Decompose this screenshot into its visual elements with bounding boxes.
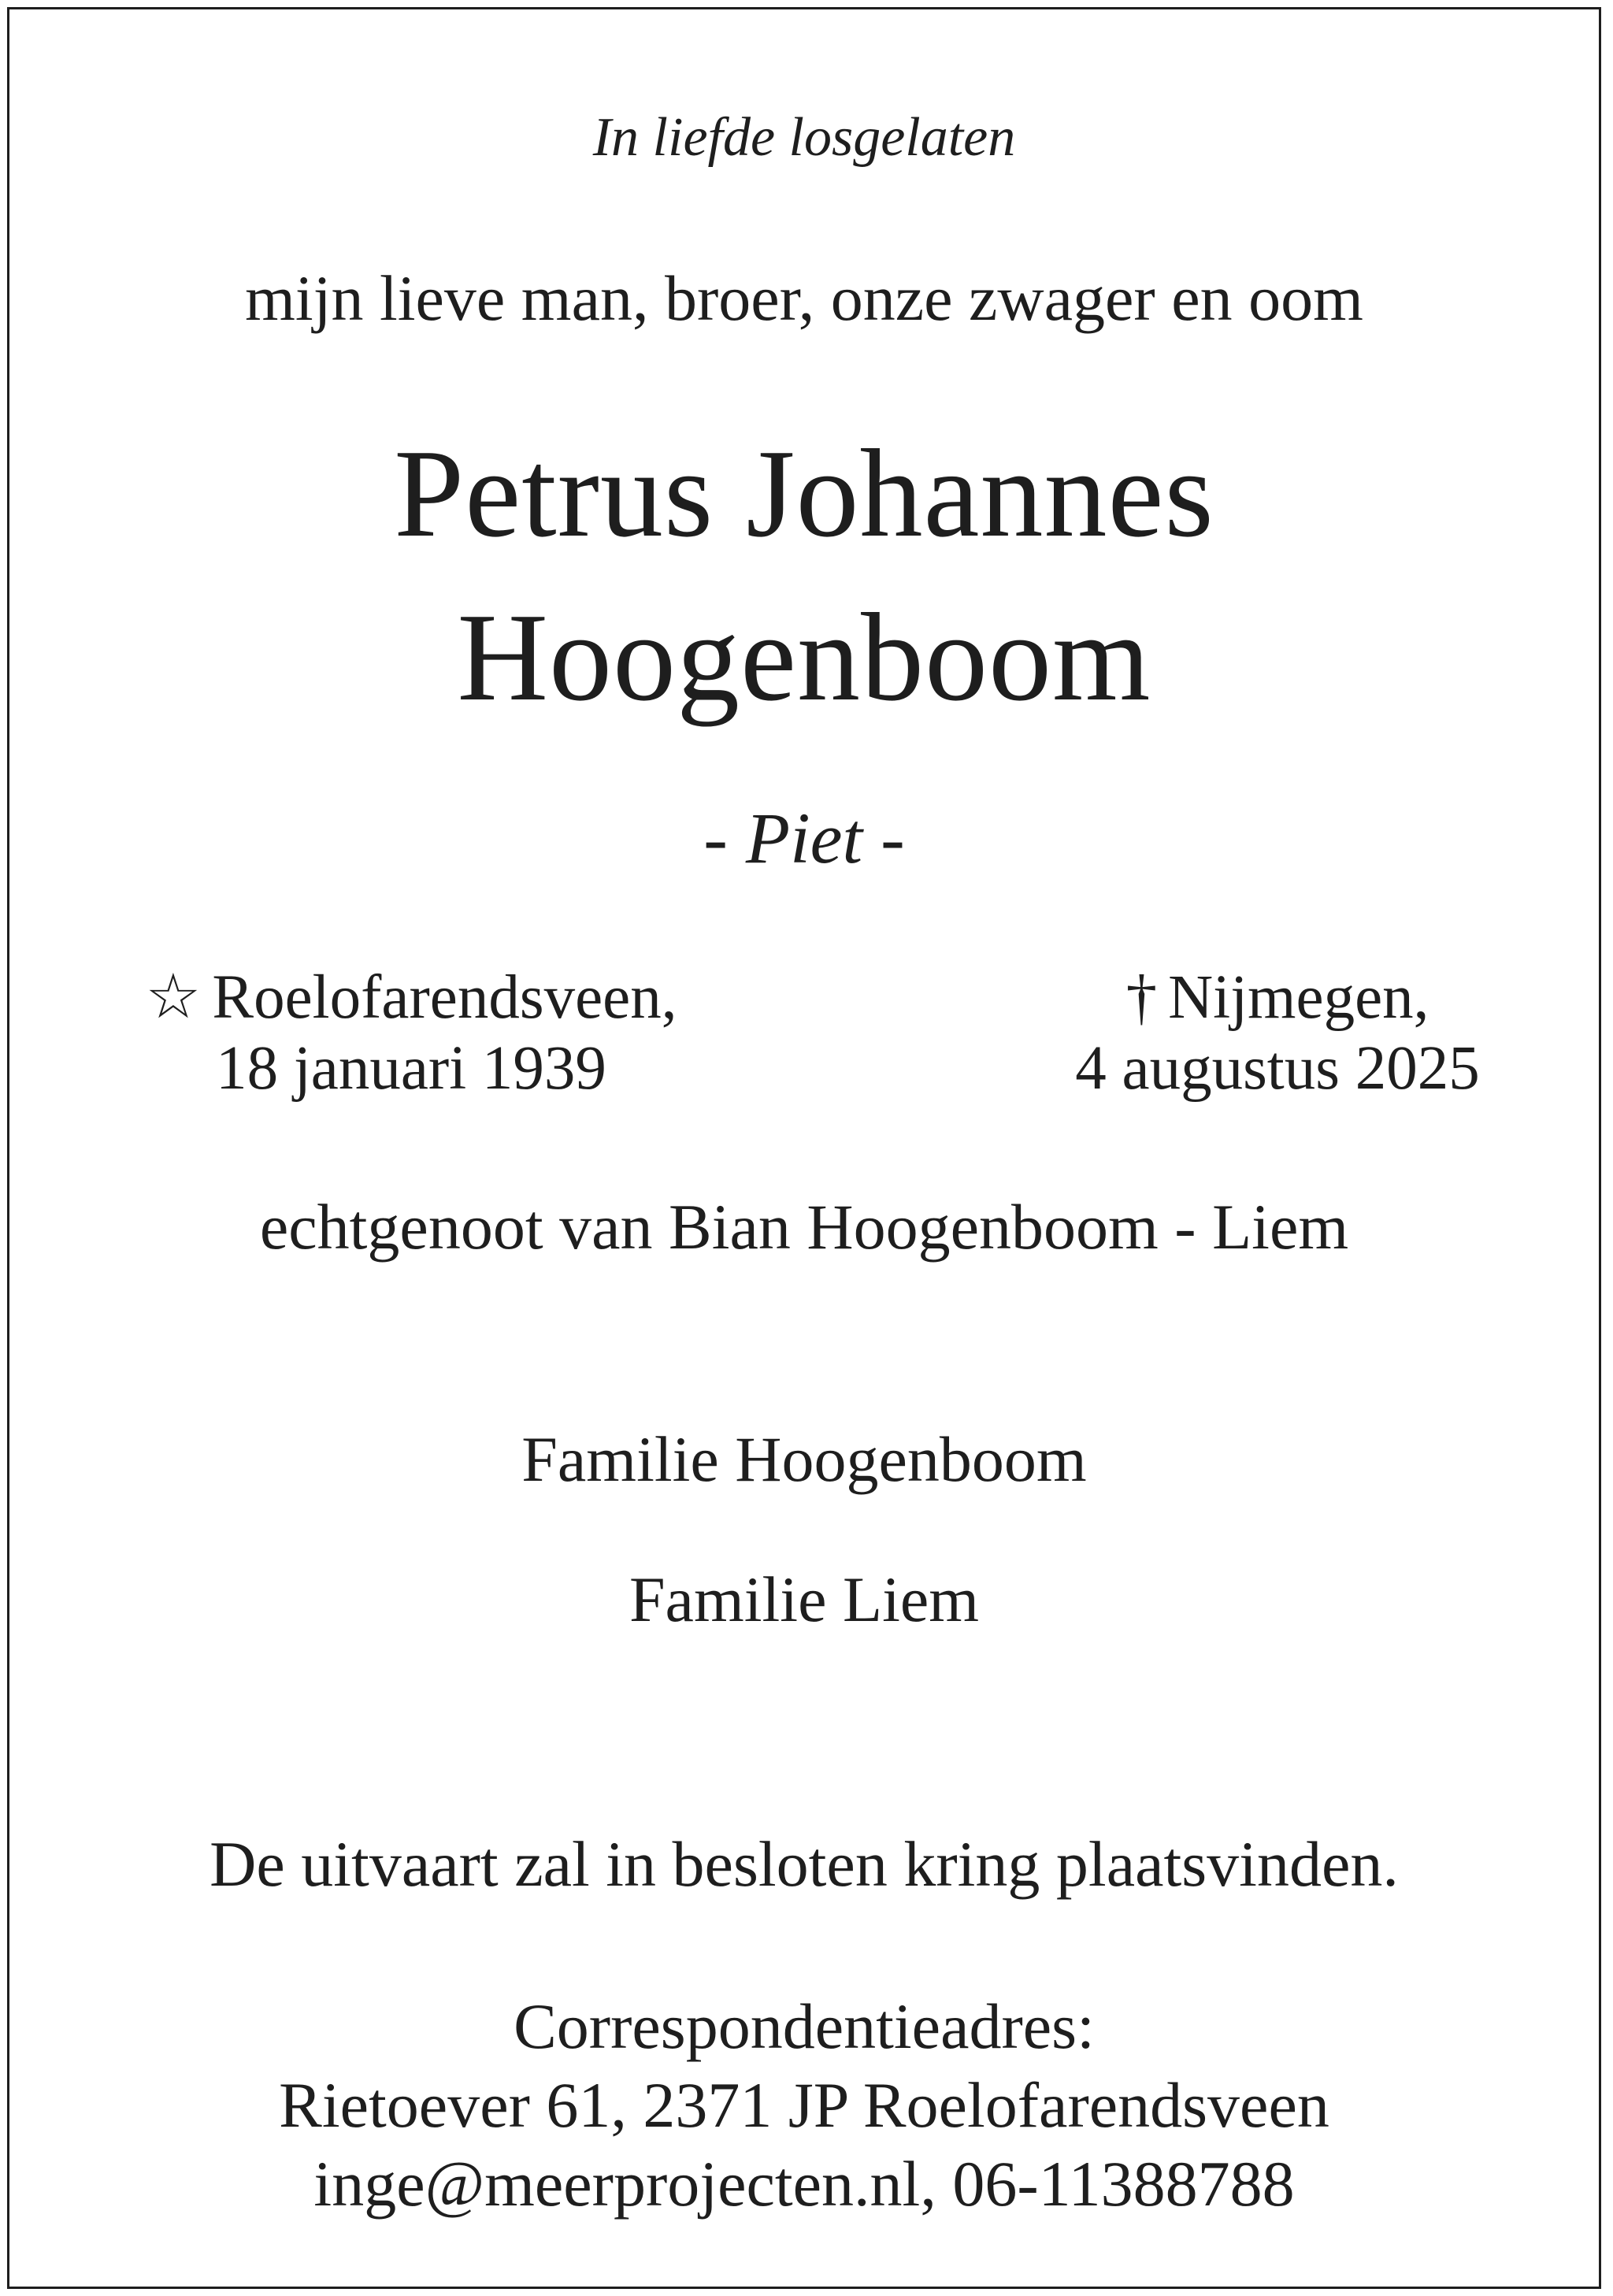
family-hoogenboom: Familie Hoogenboom	[521, 1423, 1087, 1495]
death-date: 4 augustus 2025	[1075, 1034, 1480, 1103]
spouse-text: echtgenoot van Bian Hoogenboom - Liem	[259, 1191, 1349, 1263]
birth-date: 18 januari 1939	[216, 1034, 606, 1103]
deceased-name-second-line: Hoogenboom	[457, 587, 1151, 727]
correspondence-contact: inge@meerprojecten.nl, 06-11388788	[313, 2148, 1295, 2220]
deceased-name-first-line: Petrus Johannes	[394, 423, 1214, 563]
star-icon: ☆	[145, 963, 202, 1032]
relation-text: mijn lieve man, broer, onze zwager en oom	[245, 262, 1363, 334]
birth-info	[80, 9, 742, 2287]
birth-place: Roelofarendsveen,	[212, 963, 677, 1032]
birth-place-row	[80, 963, 742, 1032]
motto-text: In liefde losgelaten	[592, 107, 1016, 168]
cross-icon: †	[1125, 963, 1158, 1032]
death-place-row	[1002, 963, 1553, 1032]
family-liem: Familie Liem	[629, 1563, 980, 1635]
death-place: Nijmegen,	[1168, 963, 1429, 1032]
obituary-card	[7, 7, 1601, 2289]
death-info	[1002, 9, 1553, 2287]
funeral-text: De uitvaart zal in besloten kring plaatsvinden.	[210, 1828, 1399, 1900]
nickname-text: - Piet -	[703, 798, 905, 878]
correspondence-title: Correspondentieadres:	[514, 1990, 1095, 2062]
correspondence-address: Rietoever 61, 2371 JP Roelofarendsveen	[279, 2069, 1329, 2141]
